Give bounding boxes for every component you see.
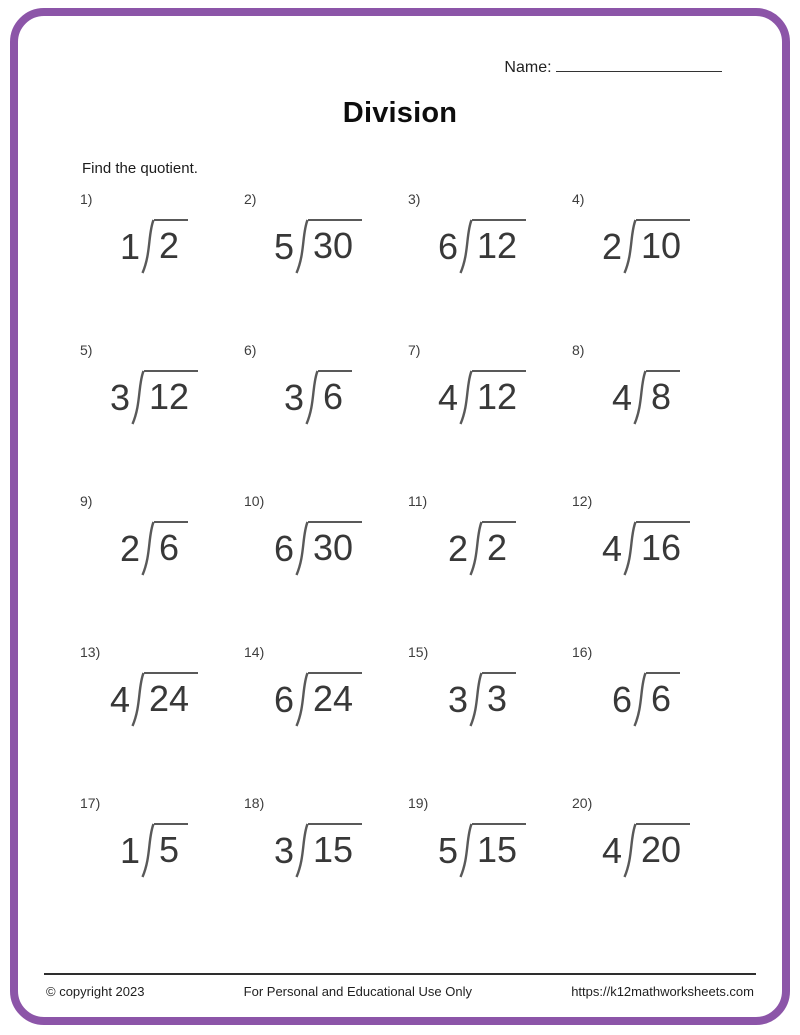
division-problem: [408, 638, 572, 789]
divisor: 4: [601, 830, 622, 871]
problem-number: 14): [244, 644, 265, 660]
division-problem: [408, 487, 572, 638]
division-expression: [602, 823, 690, 878]
division-problem: [80, 185, 244, 336]
divisor: 6: [273, 679, 294, 720]
problem-number: 1): [80, 191, 93, 207]
instruction-text: Find the quotient.: [82, 160, 198, 177]
problem-number: 4): [572, 191, 585, 207]
problem-number: 20): [572, 795, 593, 811]
divisor: 2: [119, 528, 140, 569]
footer-usage-note: For Personal and Educational Use Only: [243, 984, 473, 999]
dividend: 6: [646, 672, 680, 719]
division-expression: [120, 521, 188, 576]
divisor: 4: [601, 528, 622, 569]
division-expression: [120, 823, 188, 878]
division-problem: [244, 789, 408, 940]
division-problem: [244, 185, 408, 336]
divisor: 1: [119, 226, 140, 267]
problem-number: 5): [80, 342, 93, 358]
division-bracket-icon: [458, 370, 472, 425]
division-problem: [244, 487, 408, 638]
division-bracket-icon: [304, 370, 318, 425]
dividend: 6: [154, 521, 188, 568]
dividend: 5: [154, 823, 188, 870]
dividend: 2: [154, 219, 188, 266]
dividend: 6: [318, 370, 352, 417]
division-expression: [612, 370, 680, 425]
division-bracket-icon: [140, 521, 154, 576]
dividend: 16: [636, 521, 690, 568]
division-problem: [80, 638, 244, 789]
division-bracket-icon: [294, 219, 308, 274]
division-expression: [274, 823, 362, 878]
division-problem: [572, 336, 736, 487]
dividend: 2: [482, 521, 516, 568]
division-expression: [274, 521, 362, 576]
division-problem: [572, 638, 736, 789]
problem-number: 18): [244, 795, 265, 811]
divisor: 2: [601, 226, 622, 267]
problem-number: 10): [244, 493, 265, 509]
dividend: 24: [308, 672, 362, 719]
divisor: 5: [273, 226, 294, 267]
divisor: 3: [447, 679, 468, 720]
divisor: 4: [109, 679, 130, 720]
problem-number: 15): [408, 644, 429, 660]
footer-website-link[interactable]: https://k12mathworksheets.com: [571, 984, 754, 999]
divisor: 3: [283, 377, 304, 418]
problem-number: 8): [572, 342, 585, 358]
divisor: 2: [447, 528, 468, 569]
division-bracket-icon: [622, 521, 636, 576]
division-bracket-icon: [294, 823, 308, 878]
problem-number: 7): [408, 342, 421, 358]
division-bracket-icon: [622, 219, 636, 274]
footer: [44, 973, 756, 1003]
dividend: 8: [646, 370, 680, 417]
divisor: 4: [437, 377, 458, 418]
divisor: 6: [437, 226, 458, 267]
division-problem: [80, 789, 244, 940]
divisor: 6: [611, 679, 632, 720]
dividend: 3: [482, 672, 516, 719]
division-bracket-icon: [140, 823, 154, 878]
problem-number: 16): [572, 644, 593, 660]
page-title: Division: [342, 97, 458, 129]
division-bracket-icon: [622, 823, 636, 878]
name-label: Name:: [504, 59, 552, 76]
problem-number: 6): [244, 342, 257, 358]
division-expression: [612, 672, 680, 727]
division-bracket-icon: [458, 823, 472, 878]
division-problem: [408, 336, 572, 487]
division-problem: [80, 336, 244, 487]
problem-number: 3): [408, 191, 421, 207]
problem-number: 11): [408, 493, 428, 509]
division-bracket-icon: [130, 672, 144, 727]
problem-number: 2): [244, 191, 257, 207]
division-expression: [438, 823, 526, 878]
divisor: 1: [119, 830, 140, 871]
problems-grid: [36, 185, 764, 940]
division-expression: [274, 219, 362, 274]
division-expression: [274, 672, 362, 727]
divisor: 3: [109, 377, 130, 418]
dividend: 20: [636, 823, 690, 870]
division-problem: [408, 185, 572, 336]
dividend: 10: [636, 219, 690, 266]
dividend: 12: [144, 370, 198, 417]
division-problem: [80, 487, 244, 638]
problem-number: 13): [80, 644, 101, 660]
dividend: 15: [472, 823, 526, 870]
division-expression: [284, 370, 352, 425]
division-expression: [448, 521, 516, 576]
division-bracket-icon: [468, 521, 482, 576]
division-bracket-icon: [130, 370, 144, 425]
division-expression: [438, 219, 526, 274]
divisor: 4: [611, 377, 632, 418]
name-blank-line[interactable]: [556, 56, 722, 72]
dividend: 12: [472, 219, 526, 266]
dividend: 30: [308, 219, 362, 266]
division-expression: [120, 219, 188, 274]
division-expression: [448, 672, 516, 727]
division-bracket-icon: [294, 672, 308, 727]
worksheet-page: [10, 8, 790, 1025]
division-problem: [572, 185, 736, 336]
division-bracket-icon: [468, 672, 482, 727]
divisor: 3: [273, 830, 294, 871]
footer-copyright: © copyright 2023: [46, 984, 145, 999]
division-bracket-icon: [632, 672, 646, 727]
division-bracket-icon: [294, 521, 308, 576]
division-expression: [110, 672, 198, 727]
dividend: 12: [472, 370, 526, 417]
dividend: 24: [144, 672, 198, 719]
division-expression: [602, 219, 690, 274]
problem-number: 17): [80, 795, 101, 811]
dividend: 15: [308, 823, 362, 870]
division-expression: [602, 521, 690, 576]
division-problem: [572, 487, 736, 638]
division-bracket-icon: [140, 219, 154, 274]
division-problem: [244, 638, 408, 789]
division-problem: [244, 336, 408, 487]
name-row: [36, 56, 764, 77]
divisor: 6: [273, 528, 294, 569]
division-problem: [572, 789, 736, 940]
dividend: 30: [308, 521, 362, 568]
division-problem: [408, 789, 572, 940]
problem-number: 19): [408, 795, 429, 811]
division-bracket-icon: [632, 370, 646, 425]
division-expression: [110, 370, 198, 425]
problem-number: 12): [572, 493, 593, 509]
divisor: 5: [437, 830, 458, 871]
division-bracket-icon: [458, 219, 472, 274]
division-expression: [438, 370, 526, 425]
problem-number: 9): [80, 493, 93, 509]
